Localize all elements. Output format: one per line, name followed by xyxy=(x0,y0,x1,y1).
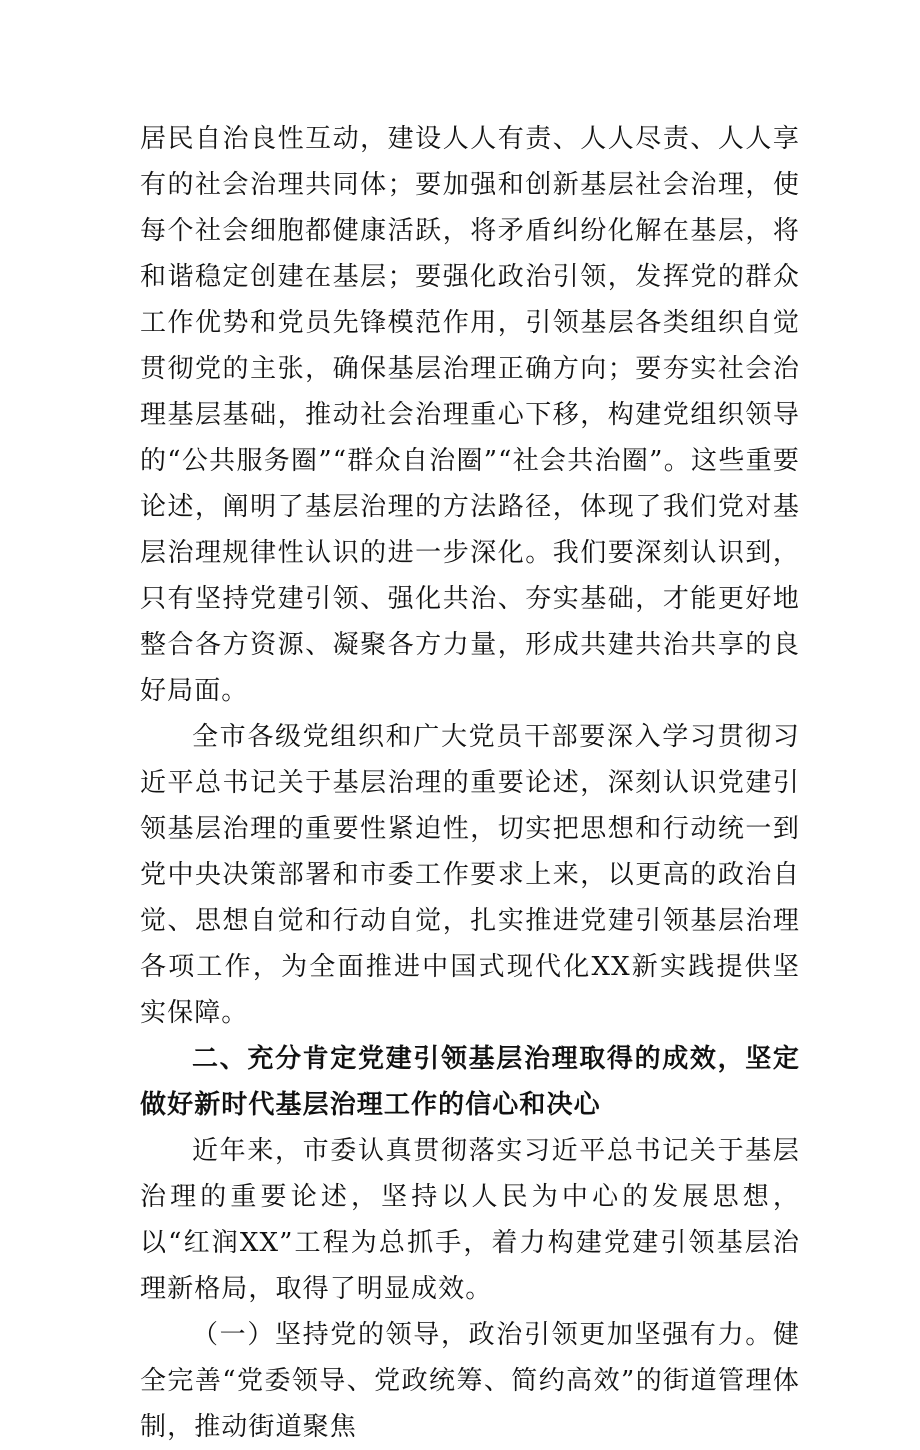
section-heading-two: 二、充分肯定党建引领基层治理取得的成效，坚定做好新时代基层治理工作的信心和决心 xyxy=(140,1044,800,1120)
paragraph-achievements-intro: 近年来，市委认真贯彻落实习近平总书记关于基层治理的重要论述，坚持以人民为中心的发展思想，以“红润XX”工程为总抓手，着力构建党建引领基层治理新格局，取得了明显成效。 xyxy=(140,1136,800,1304)
paragraph-study-requirements: 全市各级党组织和广大党员干部要深入学习贯彻习近平总书记关于基层治理的重要论述，深刻认识党建引领基层治理的重要性紧迫性，切实把思想和行动统一到党中央决策部署和市委工作要求上来，以更高的政治自觉、思想自觉和行动自觉，扎实推进党建引领基层治理各项工作，为全面推进中国式现代化XX新实践提供坚实保障。 xyxy=(140,722,800,1028)
paragraph-continued: 居民自治良性互动，建设人人有责、人人尽责、人人享有的社会治理共同体；要加强和创新基层社会治理，使每个社会细胞都健康活跃，将矛盾纠纷化解在基层，将和谐稳定创建在基层；要强化政治引领，发挥党的群众工作优势和党员先锋模范作用，引领基层各类组织自觉贯彻党的主张，确保基层治理正确方向；要夯实社会治理基层基础，推动社会治理重心下移，构建党组织领导的“公共服务圈”“群众自治圈”“社会共治圈”。这些重要论述，阐明了基层治理的方法路径，体现了我们党对基层治理规律性认识的进一步深化。我们要深刻认识到，只有坚持党建引领、强化共治、夯实基础，才能更好地整合各方资源、凝聚各方力量，形成共建共治共享的良好局面。 xyxy=(140,124,800,706)
paragraph-subsection-one: （一）坚持党的领导，政治引领更加坚强有力。健全完善“党委领导、党政统筹、简约高效”的街道管理体制，推动街道聚焦 xyxy=(140,1320,800,1442)
document-body xyxy=(140,116,800,1450)
